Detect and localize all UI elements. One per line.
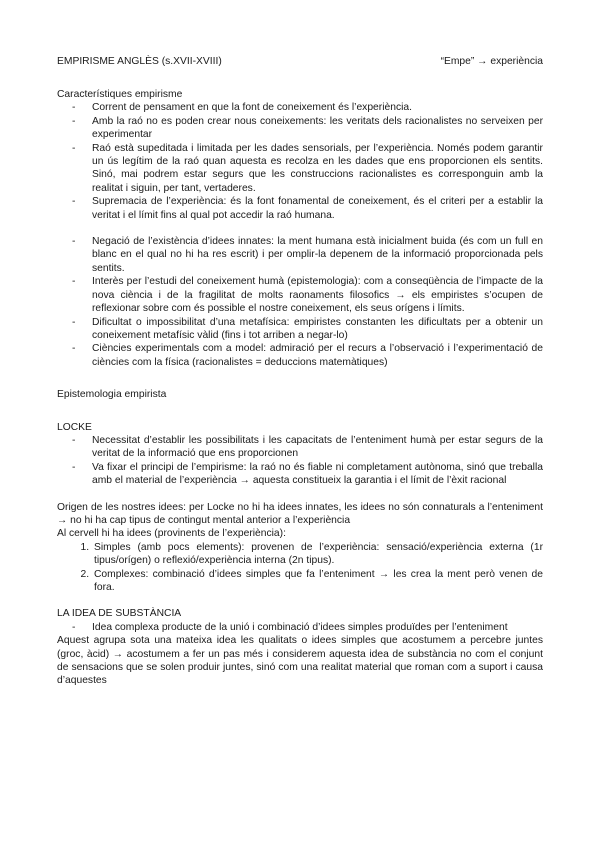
list-item: 2. Complexes: combinació d’idees simples que fa l’enteniment → les crea la ment però venen de fora. xyxy=(92,568,543,595)
substance-heading: LA IDEA DE SUBSTÀNCIA xyxy=(57,608,182,620)
list-item: - Necessitat d’establir les possibilitats i les capacitats de l’enteniment humà per estar segurs de la veritat de la informació que ens proporcionen xyxy=(92,434,543,461)
document-page xyxy=(57,55,543,688)
locke-heading: LOCKE xyxy=(57,421,92,433)
list-item: - Ciències experimentals com a model: admiració per el recurs a l’observació i l’experimentació de ciències com la física (racionalistes = deduccions matemàtiques) xyxy=(92,342,543,369)
list-item: - Dificultat o impossibilitat d’una metafísica: empiristes constanten les dificultats per a obtenir un coneixement metafísic vàlid (fins i tot arriben a negar-lo) xyxy=(92,316,543,343)
substance-list xyxy=(57,621,543,634)
list-item: - Idea complexa producte de la unió i combinació d’idees simples produïdes per l’enteniment xyxy=(92,621,543,634)
document-header xyxy=(57,55,543,69)
document-title: EMPIRISME ANGLÈS (s.XVII-XVIII) xyxy=(57,56,222,67)
epistemology-heading: Epistemologia empirista xyxy=(57,389,167,401)
list-item: - Interès per l’estudi del coneixement humà (epistemologia): com a conseqüència de l’impacte de la nova ciència i de la fragilitat de molts raonaments filosofics → els empiristes s’ocupen de reflexionar sobre com és possible el nostre coneixement, els seus orígens i límits. xyxy=(92,275,543,315)
substance-paragraph: Aquest agrupa sota una mateixa idea les qualitats o idees simples que acostumem a percebre juntes (groc, àcid) → acostumem a fer un pas més i considerem aquesta idea de substància no com el conjunt de sensacions que se solen produir juntes, sinó com una realitat material que roman com a suport i causa d’aquestes xyxy=(57,635,543,687)
list-item: 1. Simples (amb pocs elements): provenen de l’experiència: sensació/experiència externa (1r tipus/orígen) o reflexió/experiència interna (2n tipus). xyxy=(92,541,543,568)
list-item: - Supremacia de l’experiència: és la font fonamental de coneixement, és el criteri per a establir la veritat i el límit fins al qual pot accedir la raó humana. xyxy=(92,195,543,222)
list-item: - Va fixar el principi de l’empirisme: la raó no és fiable ni completament autònoma, sinó que treballa amb el material de l’experiència → aquesta constitueix la garantia i el límit de l’èxit racional xyxy=(92,461,543,488)
list-item: - Negació de l’existència d’idees innates: la ment humana està inicialment buida (és com un full en blanc en el qual no hi ha res escrit) i per omplir-la depenem de la informació proporcionada pels sentits. xyxy=(92,235,543,275)
brain-ideas-line: Al cervell hi ha idees (provinents de l’experiència): xyxy=(57,528,286,540)
etymology-note: “Empe” → experiència xyxy=(440,56,543,67)
list-item: - Corrent de pensament en que la font de coneixement és l’experiència. xyxy=(92,101,543,114)
list-item: - Amb la raó no es poden crear nous coneixements: les veritats dels racionalistes no serveixen per experimentar xyxy=(92,115,543,142)
locke-list xyxy=(57,434,543,488)
idea-types-list xyxy=(57,541,543,595)
ideas-origin-paragraph: Origen de les nostres idees: per Locke no hi ha idees innates, les idees no són connaturals a l’enteniment → no hi ha cap tipus de contingut mental anterior a l’experiència xyxy=(57,501,543,526)
characteristics-list xyxy=(57,101,543,369)
characteristics-heading: Característiques empirisme xyxy=(57,89,183,100)
list-item: - Raó està supeditada i limitada per les dades sensorials, per l’experiència. Només podem garantir un ús legítim de la raó quan aquesta es recolza en les dades que ens proporcionen els sentits. Sinó, mai podrem estar segurs que les construccions racionalistes es corresponguin amb la realitat i siguin, per tant, vertaderes. xyxy=(92,142,543,196)
